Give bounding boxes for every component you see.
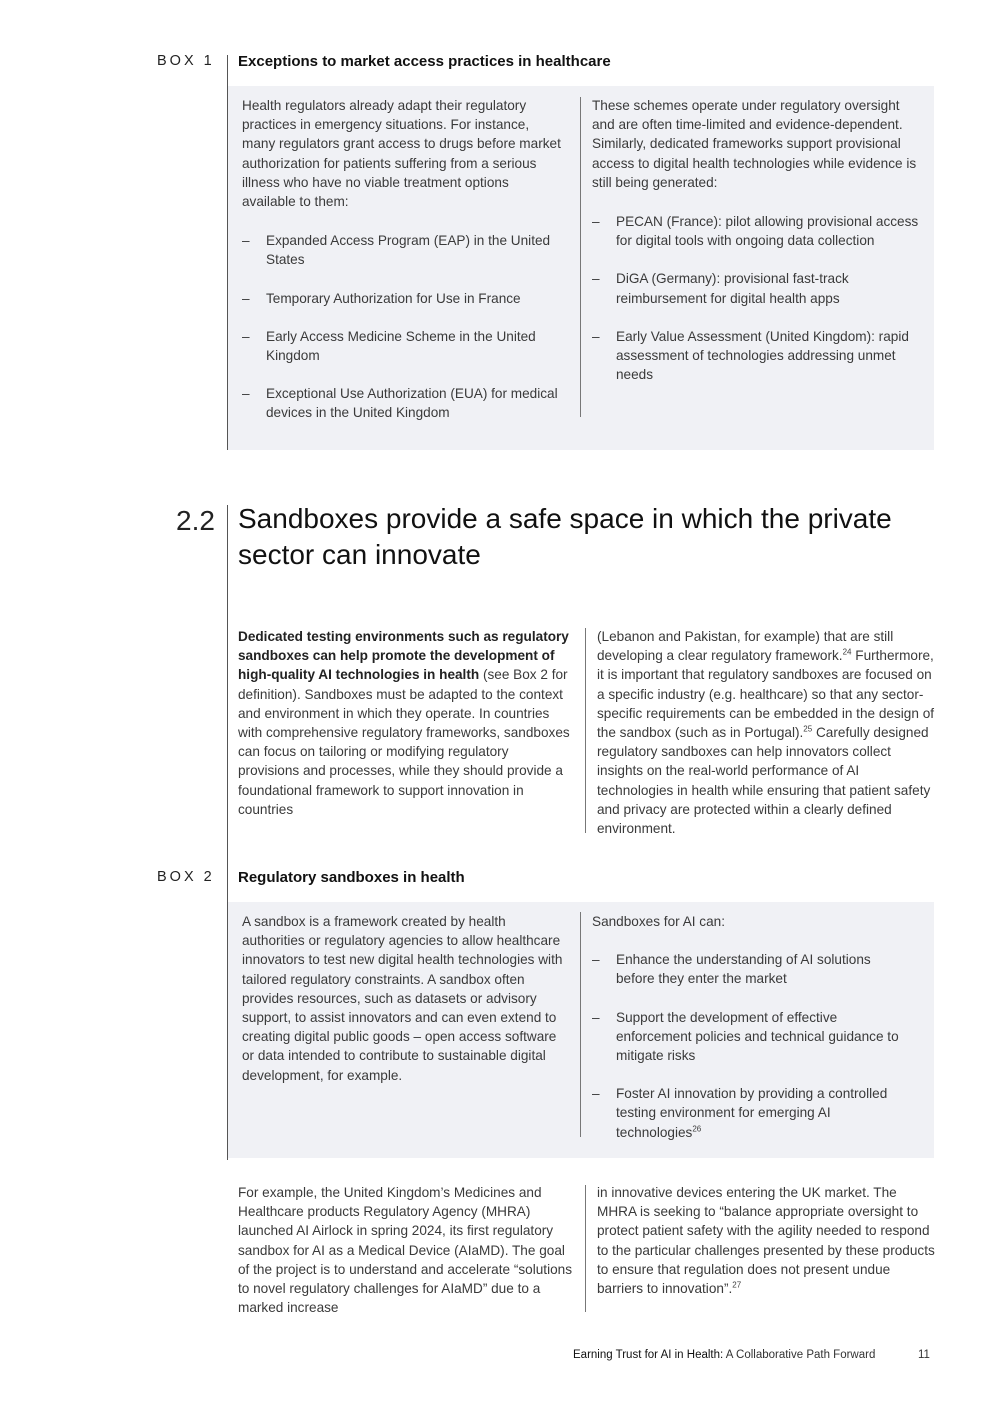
list-item bbox=[592, 212, 924, 250]
box2-left-column bbox=[242, 912, 572, 1085]
list-item-text: Expanded Access Program (EAP) in the United States bbox=[266, 233, 551, 268]
list-item-text: Support the development of effective enforcement policies and technical guidance to mitigate risks bbox=[616, 1009, 899, 1064]
list-item bbox=[242, 384, 562, 422]
list-item-text: Temporary Authorization for Use in France bbox=[266, 290, 521, 306]
section-title: Sandboxes provide a safe space in which the private sector can innovate bbox=[238, 503, 892, 570]
list-item-text: DiGA (Germany): provisional fast-track reimbursement for digital health apps bbox=[616, 271, 849, 306]
list-item bbox=[592, 327, 924, 385]
list-item-text: Enhance the understanding of AI solutions before they enter the market bbox=[616, 952, 871, 987]
footnote-ref[interactable]: 26 bbox=[692, 1124, 702, 1134]
dash-bullet: – bbox=[592, 952, 600, 968]
list-item bbox=[242, 231, 562, 269]
box1-right-intro: These schemes operate under regulatory oversight and are often time-limited and evidence-dependent. Similarly, dedicated frameworks support provisional access to digital health technologies while evidence is still being generated: bbox=[592, 98, 917, 190]
list-item-text: PECAN (France): pilot allowing provisional access for digital tools with ongoing data collection bbox=[616, 214, 919, 249]
list-item-text: Early Value Assessment (United Kingdom): rapid assessment of technologies addressing unmet needs bbox=[616, 328, 909, 383]
list-item bbox=[242, 327, 562, 365]
dash-bullet: – bbox=[592, 271, 600, 287]
body-text: in innovative devices entering the UK market. The MHRA is seeking to “balance appropriate oversight to protect patient safety with the agility needed to respond to the particular challenges presented by these products to ensure that regulation does not present undue barriers to innovation”. bbox=[597, 1185, 935, 1297]
section-number: 2.2 bbox=[176, 505, 215, 536]
box1-title: Exceptions to market access practices in healthcare bbox=[238, 53, 611, 70]
footer-title bbox=[573, 1346, 875, 1365]
column-divider bbox=[585, 628, 586, 833]
dash-bullet: – bbox=[592, 328, 600, 344]
dash-bullet: – bbox=[242, 233, 250, 249]
box2-label: BOX 2 bbox=[157, 869, 215, 885]
dash-bullet: – bbox=[242, 290, 250, 306]
dash-bullet: – bbox=[242, 386, 250, 402]
box2-title: Regulatory sandboxes in health bbox=[238, 869, 465, 886]
box2-right-intro: Sandboxes for AI can: bbox=[592, 914, 726, 929]
footnote-ref[interactable]: 27 bbox=[732, 1280, 742, 1290]
footer-title-main: Earning Trust for AI in Health: bbox=[573, 1349, 724, 1361]
dash-bullet: – bbox=[242, 328, 250, 344]
dash-bullet: – bbox=[592, 1086, 600, 1102]
list-item bbox=[242, 289, 562, 308]
column-divider bbox=[580, 912, 581, 1137]
page-number: 11 bbox=[918, 1349, 930, 1361]
list-item bbox=[592, 950, 912, 988]
section-left-column bbox=[238, 627, 572, 819]
box1-right-column bbox=[592, 96, 924, 384]
column-divider bbox=[580, 97, 581, 417]
closing-left-column bbox=[238, 1183, 572, 1317]
body-text: Furthermore, it is important that regulatory sandboxes are focused on a specific industry (e.g. healthcare) so that any sector-specific requirements can be embedded in the design of the sandbox (such as in Portugal). bbox=[597, 648, 935, 741]
list-item bbox=[592, 269, 924, 307]
box2-right-column bbox=[592, 912, 912, 1142]
box1-left-column bbox=[242, 96, 562, 423]
dash-bullet: – bbox=[592, 1009, 600, 1025]
list-item-text: Exceptional Use Authorization (EUA) for medical devices in the United Kingdom bbox=[266, 386, 558, 421]
column-divider bbox=[585, 1185, 586, 1312]
box1-label: BOX 1 bbox=[157, 53, 215, 69]
list-item-text: Early Access Medicine Scheme in the United Kingdom bbox=[266, 328, 536, 364]
body-text: (Lebanon and Pakistan, for example) that are still developing a clear regulatory framework. bbox=[597, 629, 894, 664]
box1-left-intro: Health regulators already adapt their regulatory practices in emergency situations. For instance, many regulators grant access to drugs before market authorization for patients suffering from a serious illness who have no viable treatment options available to them: bbox=[242, 98, 561, 210]
body-text: (see Box 2 for definition). Sandboxes must be adapted to the context and environment in which they operate. In countries with comprehensive regulatory frameworks, sandboxes can focus on tailoring or modifying regulatory provisions and processes, while they should provide a foundational framework to support innovation in countries bbox=[238, 667, 570, 817]
footnote-ref[interactable]: 25 bbox=[803, 724, 813, 734]
section-right-column bbox=[597, 627, 935, 838]
body-text: For example, the United Kingdom’s Medicines and Healthcare products Regulatory Agency (MHRA) launched AI Airlock in spring 2024, its first regulatory sandbox for AI as a Medical Device (AIaMD). The goal of the project is to understand and accelerate “solutions to novel regulatory challenges for AIaMD” due to a marked increase bbox=[238, 1185, 573, 1316]
footnote-ref[interactable]: 24 bbox=[842, 647, 852, 657]
list-item bbox=[592, 1084, 912, 1142]
list-item-text: Foster AI innovation by providing a controlled testing environment for emerging AI technologies bbox=[616, 1086, 888, 1140]
box2-definition: A sandbox is a framework created by health authorities or regulatory agencies to allow healthcare innovators to test new digital health technologies with tailored regulatory constraints. A sandbox often provides resources, such as datasets or advisory support, to assist innovators and can even extend to creating digital public goods – open access software or data intended to contribute to sustainable digital development, for example. bbox=[242, 914, 563, 1083]
footer-title-sub: A Collaborative Path Forward bbox=[723, 1349, 876, 1361]
closing-right-column bbox=[597, 1183, 935, 1298]
body-text: Carefully designed regulatory sandboxes can help innovators collect insights on the real-world performance of AI technologies in health while ensuring that patient safety and privacy are protected within a clearly defined environment. bbox=[597, 725, 931, 837]
lead-sentence: Dedicated testing environments such as regulatory sandboxes can help promote the development of high-quality AI technologies in health bbox=[238, 629, 569, 683]
list-item bbox=[592, 1008, 912, 1066]
dash-bullet: – bbox=[592, 214, 600, 230]
